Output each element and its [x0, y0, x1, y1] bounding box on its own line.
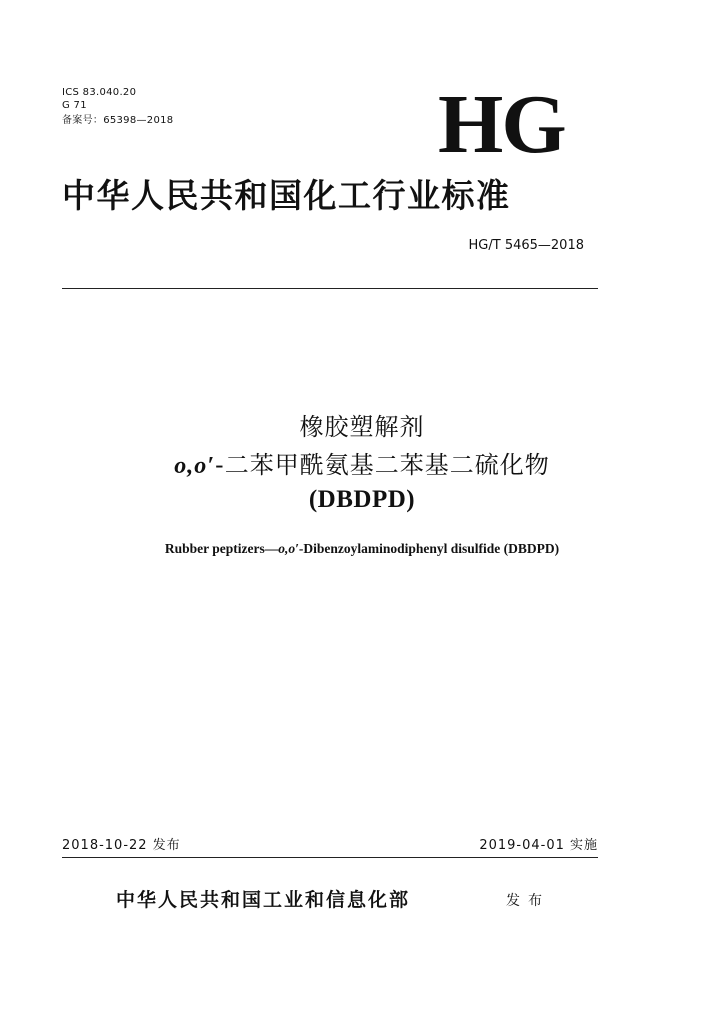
title-chinese-line-3: (DBDPD)	[308, 486, 416, 513]
title-english-chem: o,o′	[278, 541, 299, 556]
issuing-action: 发布	[506, 893, 550, 909]
title-chinese-line-2	[62, 448, 662, 483]
standard-number: HG/T 5465—2018	[468, 238, 584, 253]
standard-category-title: 中华人民共和国化工行业标准	[62, 176, 511, 215]
title-chinese-line-1: 橡胶塑解剂	[299, 413, 425, 441]
ics-code: ICS 83.040.20	[62, 87, 137, 98]
title-english	[0, 540, 724, 558]
record-number: 备案号：65398—2018	[62, 115, 174, 126]
bottom-divider	[62, 857, 598, 858]
issue-date: 2018-10-22 发布	[62, 838, 181, 853]
top-divider	[62, 288, 598, 289]
title-english-suffix: -Dibenzoylaminodiphenyl disulfide (DBDPD)	[298, 541, 560, 556]
classification-code: G 71	[62, 100, 87, 111]
title-chemical-name: -二苯甲酰氨基二苯基二硫化物	[215, 451, 550, 479]
implementation-date: 2019-04-01 实施	[479, 838, 598, 853]
hg-logo: HG	[438, 78, 565, 171]
title-english-prefix: Rubber peptizers—	[164, 541, 279, 556]
title-chemical-prefix: o,o′	[174, 453, 216, 479]
issuing-authority: 中华人民共和国工业和信息化部	[116, 889, 411, 911]
